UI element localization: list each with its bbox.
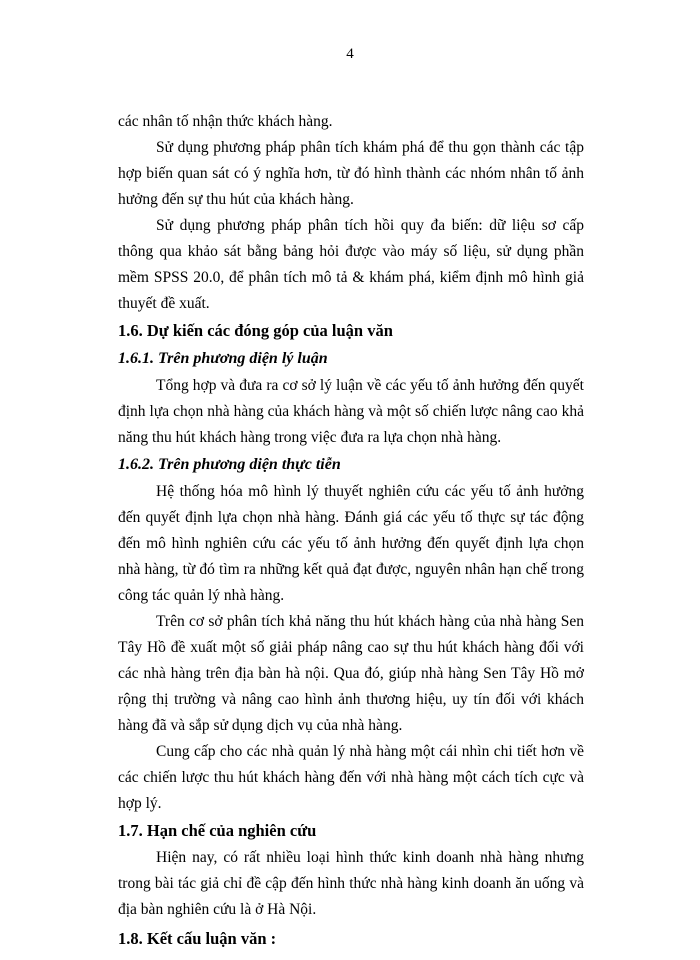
heading-1-7: 1.7. Hạn chế của nghiên cứu	[118, 821, 317, 840]
heading-1-6-1: 1.6.1. Trên phương diện lý luận	[118, 350, 328, 367]
paragraph-limitations: Hiện nay, có rất nhiều loại hình thức kinh doanh nhà hàng nhưng trong bài tác giả chỉ đề cập đến hình thức nhà hàng kinh doanh ăn uống và địa bàn nghiên cứu là ở Hà Nội.	[118, 849, 584, 918]
paragraph-exploratory-analysis: Sử dụng phương pháp phân tích khám phá để thu gọn thành các tập hợp biến quan sát có ý nghĩa hơn, từ đó hình thành các nhóm nhân tố ảnh hưởng đến sự thu hút của khách hàng.	[118, 139, 584, 208]
heading-1-6-2: 1.6.2. Trên phương diện thực tiễn	[118, 456, 341, 473]
heading-1-8: 1.8. Kết cấu luận văn :	[118, 929, 277, 948]
document-body	[118, 109, 584, 953]
paragraph-practice-2: Trên cơ sở phân tích khả năng thu hút khách hàng của nhà hàng Sen Tây Hồ đề xuất một số giải pháp nâng cao sự thu hút khách hàng đối với các nhà hàng trên địa bàn hà nội. Qua đó, giúp nhà hàng Sen Tây Hồ mở rộng thị trường và nâng cao hình ảnh thương hiệu, uy tín đối với khách hàng đã và sắp sử dụng dịch vụ của nhà hàng.	[118, 613, 584, 734]
heading-1-6: 1.6. Dự kiến các đóng góp của luận văn	[118, 321, 393, 340]
page-number: 4	[346, 46, 354, 62]
paragraph-continuation: các nhân tố nhận thức khách hàng.	[118, 113, 333, 130]
paragraph-theory: Tổng hợp và đưa ra cơ sở lý luận về các yếu tố ảnh hưởng đến quyết định lựa chọn nhà hàng của khách hàng và một số chiến lược nâng cao khả năng thu hút khách hàng trong việc đưa ra lựa chọn nhà hàng.	[118, 377, 584, 446]
paragraph-regression-analysis: Sử dụng phương pháp phân tích hồi quy đa biến: dữ liệu sơ cấp thông qua khảo sát bằng bảng hỏi được vào máy số liệu, sử dụng phần mềm SPSS 20.0, để phân tích mô tả & khám phá, kiểm định mô hình giả thuyết đề xuất.	[118, 217, 584, 312]
paragraph-practice-3: Cung cấp cho các nhà quản lý nhà hàng một cái nhìn chi tiết hơn về các chiến lược thu hút khách hàng đến với nhà hàng một cách tích cực và hợp lý.	[118, 743, 584, 812]
paragraph-practice-1: Hệ thống hóa mô hình lý thuyết nghiên cứu các yếu tố ảnh hưởng đến quyết định lựa chọn nhà hàng. Đánh giá các yếu tố thực sự tác động đến mô hình nghiên cứu các yếu tố ảnh hưởng đến quyết định lựa chọn nhà hàng, từ đó tìm ra những kết quả đạt được, nguyên nhân hạn chế trong công tác quản lý nhà hàng.	[118, 483, 584, 604]
